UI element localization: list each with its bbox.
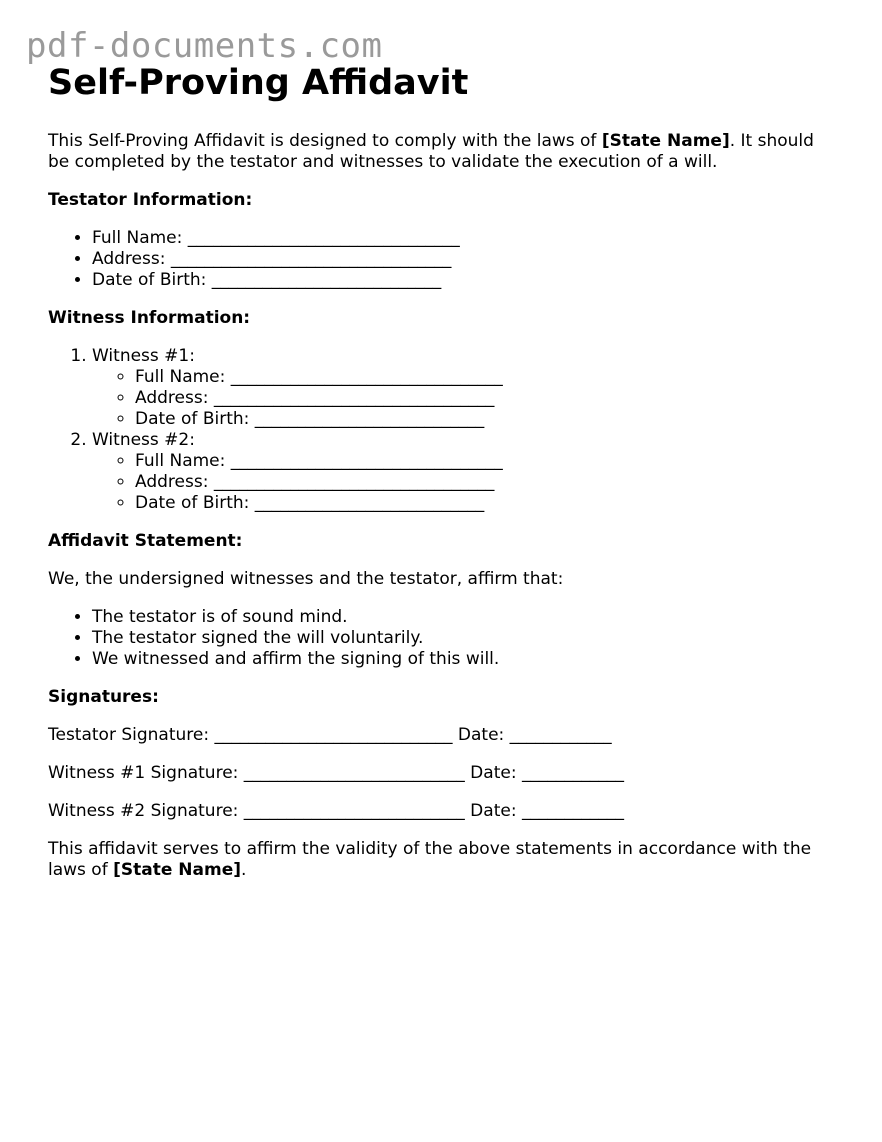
intro-paragraph [48, 131, 838, 173]
witness-2-item [92, 430, 838, 514]
statement-intro: We, the undersigned witnesses and the testator, affirm that: [48, 569, 564, 589]
signatures-heading: Signatures: [48, 687, 159, 707]
statement-item: • The testator is of sound mind. [92, 607, 838, 628]
statement-item: • We witnessed and affirm the signing of this will. [92, 649, 838, 670]
statement-item: • The testator signed the will voluntarily. [92, 628, 838, 649]
witness-2-signature-line: Witness #2 Signature: __________________________ Date: ____________ [48, 801, 624, 821]
testator-field-list [48, 228, 838, 291]
testator-address-field: • Address: _________________________________ [92, 249, 838, 270]
testator-signature-line: Testator Signature: ____________________________ Date: ____________ [48, 725, 612, 745]
witness-1-field-list [92, 367, 838, 430]
witness-2-dob-field: ◦ Date of Birth: ___________________________ [135, 493, 838, 514]
witness-heading: Witness Information: [48, 308, 251, 328]
witness-1-address-field: ◦ Address: _________________________________ [135, 388, 838, 409]
testator-dob-field: • Date of Birth: ___________________________ [92, 270, 838, 291]
witness-2-label: Witness #2: [92, 430, 195, 450]
closing-paragraph [48, 839, 838, 881]
witness-1-signature-line: Witness #1 Signature: __________________________ Date: ____________ [48, 763, 624, 783]
testator-full-name-field: • Full Name: ________________________________ [92, 228, 838, 249]
witness-list [48, 346, 838, 514]
document-title: Self-Proving Affidavit [48, 63, 469, 103]
witness-1-dob-field: ◦ Date of Birth: ___________________________ [135, 409, 838, 430]
witness-1-item [92, 346, 838, 430]
watermark: pdf-documents.com [26, 26, 383, 66]
closing-state-name: [State Name] [113, 860, 242, 880]
witness-2-full-name-field: ◦ Full Name: ________________________________ [135, 451, 838, 472]
statement-list [48, 607, 838, 670]
intro-state-name: [State Name] [601, 131, 730, 151]
intro-text-before: This Self-Proving Affidavit is designed to comply with the laws of [48, 131, 602, 151]
document-page [48, 60, 838, 881]
closing-text-before: This affidavit serves to affirm the validity of the above statements in accordance with the laws of [48, 839, 812, 880]
closing-text-after: . [241, 860, 247, 880]
witness-2-address-field: ◦ Address: _________________________________ [135, 472, 838, 493]
testator-heading: Testator Information: [48, 190, 253, 210]
witness-1-label: Witness #1: [92, 346, 195, 366]
witness-2-field-list [92, 451, 838, 514]
witness-1-full-name-field: ◦ Full Name: ________________________________ [135, 367, 838, 388]
statement-heading: Affidavit Statement: [48, 531, 243, 551]
intro-text-after: . It should be completed by the testator and witnesses to validate the execution of a will. [48, 131, 814, 172]
